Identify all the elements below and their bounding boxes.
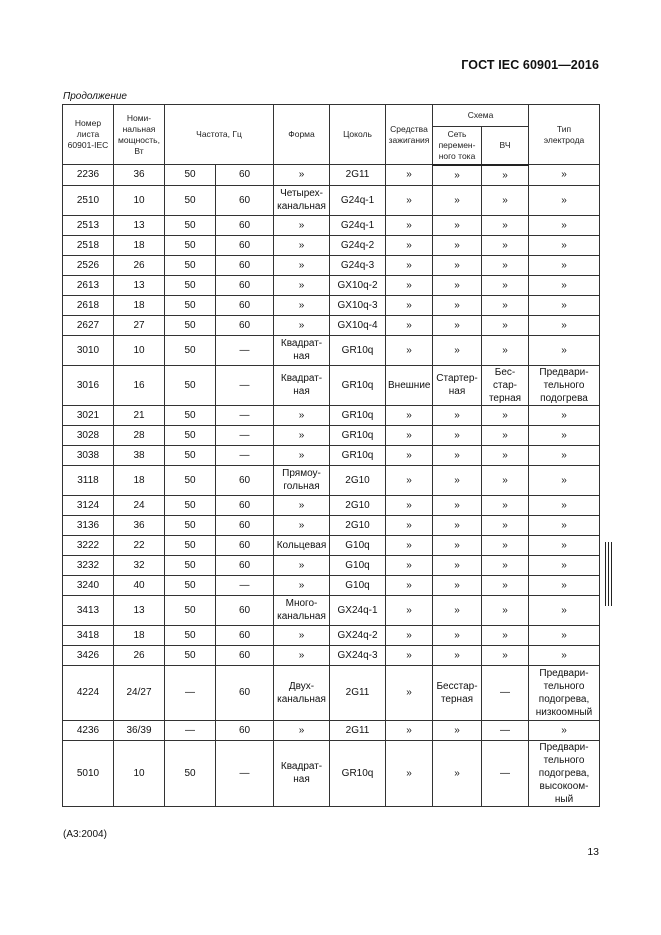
cell-ignition: »: [386, 315, 433, 335]
header-frequency: Частота, Гц: [165, 105, 274, 165]
cell-power: 13: [114, 215, 165, 235]
cell-ignition: »: [386, 445, 433, 465]
cell-sheet: 3222: [63, 535, 114, 555]
page-edge-mark: [605, 542, 612, 606]
cell-shape: Квадрат- ная: [274, 335, 330, 365]
cell-electrode: »: [529, 465, 600, 495]
cell-freq-60: 60: [216, 665, 274, 720]
cell-power: 28: [114, 425, 165, 445]
cell-scheme-mains: »: [433, 445, 482, 465]
cell-electrode: »: [529, 235, 600, 255]
lamp-data-table: [62, 104, 600, 807]
table-body: [63, 165, 600, 807]
cell-sheet: 3021: [63, 405, 114, 425]
cell-base: GR10q: [330, 740, 386, 806]
table-row: [63, 255, 600, 275]
cell-freq-50: 50: [165, 295, 216, 315]
cell-shape: »: [274, 720, 330, 740]
header-rated-power: Номи- нальная мощность, Вт: [114, 105, 165, 165]
cell-sheet: 2618: [63, 295, 114, 315]
cell-electrode: »: [529, 405, 600, 425]
cell-scheme-hf: »: [482, 235, 529, 255]
cell-shape: »: [274, 405, 330, 425]
cell-sheet: 3016: [63, 365, 114, 405]
cell-scheme-hf: »: [482, 515, 529, 535]
cell-base: G24q-3: [330, 255, 386, 275]
cell-ignition: »: [386, 185, 433, 215]
header-scheme-mains: Сеть перемен- ного тока: [433, 127, 482, 165]
cell-freq-50: 50: [165, 185, 216, 215]
cell-scheme-hf: »: [482, 295, 529, 315]
cell-shape: Кольцевая: [274, 535, 330, 555]
cell-scheme-mains: »: [433, 215, 482, 235]
cell-sheet: 2526: [63, 255, 114, 275]
cell-shape: »: [274, 575, 330, 595]
cell-freq-50: 50: [165, 255, 216, 275]
continuation-label: Продолжение: [63, 91, 127, 102]
cell-scheme-hf: »: [482, 575, 529, 595]
cell-scheme-hf: »: [482, 465, 529, 495]
table-row: [63, 215, 600, 235]
cell-freq-50: 50: [165, 495, 216, 515]
cell-electrode: Предвари- тельного подогрева, высокоом- ный: [529, 740, 600, 806]
document-title: ГОСТ IEC 60901—2016: [461, 58, 599, 72]
cell-electrode: »: [529, 425, 600, 445]
cell-sheet: 2236: [63, 165, 114, 186]
cell-base: GX10q-4: [330, 315, 386, 335]
cell-electrode: »: [529, 535, 600, 555]
cell-scheme-mains: »: [433, 295, 482, 315]
cell-electrode: »: [529, 595, 600, 625]
cell-power: 18: [114, 465, 165, 495]
cell-freq-50: 50: [165, 740, 216, 806]
cell-electrode: »: [529, 335, 600, 365]
cell-power: 26: [114, 645, 165, 665]
header-shape: Форма: [274, 105, 330, 165]
cell-freq-60: —: [216, 405, 274, 425]
cell-electrode: »: [529, 255, 600, 275]
cell-electrode: »: [529, 575, 600, 595]
table-row: [63, 575, 600, 595]
cell-shape: Много- канальная: [274, 595, 330, 625]
cell-sheet: 3136: [63, 515, 114, 535]
cell-scheme-mains: »: [433, 575, 482, 595]
cell-freq-60: —: [216, 445, 274, 465]
cell-ignition: »: [386, 235, 433, 255]
cell-base: GX24q-2: [330, 625, 386, 645]
cell-freq-60: 60: [216, 315, 274, 335]
cell-freq-60: —: [216, 425, 274, 445]
cell-freq-60: 60: [216, 165, 274, 186]
cell-power: 21: [114, 405, 165, 425]
cell-scheme-hf: »: [482, 425, 529, 445]
cell-scheme-mains: »: [433, 625, 482, 645]
cell-shape: »: [274, 295, 330, 315]
cell-power: 36/39: [114, 720, 165, 740]
cell-power: 27: [114, 315, 165, 335]
cell-ignition: »: [386, 165, 433, 186]
cell-scheme-hf: »: [482, 645, 529, 665]
cell-base: GR10q: [330, 335, 386, 365]
cell-sheet: 3426: [63, 645, 114, 665]
cell-scheme-mains: Бесстар- терная: [433, 665, 482, 720]
cell-freq-60: —: [216, 365, 274, 405]
cell-ignition: »: [386, 335, 433, 365]
cell-ignition: »: [386, 495, 433, 515]
table-row: [63, 515, 600, 535]
table-row: [63, 625, 600, 645]
cell-sheet: 2510: [63, 185, 114, 215]
cell-base: 2G11: [330, 665, 386, 720]
cell-shape: »: [274, 235, 330, 255]
cell-scheme-hf: »: [482, 215, 529, 235]
cell-ignition: »: [386, 465, 433, 495]
cell-shape: Двух- канальная: [274, 665, 330, 720]
cell-freq-60: 60: [216, 515, 274, 535]
cell-power: 24: [114, 495, 165, 515]
cell-ignition: »: [386, 625, 433, 645]
cell-electrode: »: [529, 315, 600, 335]
table-row: [63, 495, 600, 515]
cell-shape: Квадрат- ная: [274, 740, 330, 806]
table-row: [63, 315, 600, 335]
cell-freq-60: 60: [216, 465, 274, 495]
cell-scheme-mains: »: [433, 465, 482, 495]
cell-freq-50: 50: [165, 625, 216, 645]
header-sheet-number: Номер листа 60901-IEC: [63, 105, 114, 165]
cell-electrode: »: [529, 295, 600, 315]
cell-power: 10: [114, 185, 165, 215]
cell-freq-50: 50: [165, 595, 216, 625]
cell-ignition: »: [386, 295, 433, 315]
cell-base: GX10q-3: [330, 295, 386, 315]
table-row: [63, 535, 600, 555]
cell-shape: »: [274, 515, 330, 535]
cell-scheme-mains: »: [433, 740, 482, 806]
table-row: [63, 185, 600, 215]
cell-shape: »: [274, 645, 330, 665]
cell-power: 36: [114, 515, 165, 535]
cell-base: GR10q: [330, 365, 386, 405]
header-base: Цоколь: [330, 105, 386, 165]
cell-scheme-hf: »: [482, 535, 529, 555]
table-row: [63, 445, 600, 465]
cell-scheme-mains: »: [433, 235, 482, 255]
header-scheme-hf: ВЧ: [482, 127, 529, 165]
cell-scheme-mains: »: [433, 720, 482, 740]
cell-freq-60: 60: [216, 185, 274, 215]
cell-ignition: Внешние: [386, 365, 433, 405]
cell-freq-50: 50: [165, 405, 216, 425]
cell-ignition: »: [386, 645, 433, 665]
cell-scheme-mains: »: [433, 535, 482, 555]
cell-sheet: 4224: [63, 665, 114, 720]
cell-shape: »: [274, 625, 330, 645]
cell-freq-60: 60: [216, 255, 274, 275]
table-row: [63, 555, 600, 575]
cell-scheme-mains: »: [433, 315, 482, 335]
cell-sheet: 2613: [63, 275, 114, 295]
cell-shape: »: [274, 215, 330, 235]
cell-sheet: 3124: [63, 495, 114, 515]
cell-scheme-hf: »: [482, 335, 529, 365]
cell-sheet: 3028: [63, 425, 114, 445]
cell-ignition: »: [386, 405, 433, 425]
table-row: [63, 645, 600, 665]
cell-sheet: 3118: [63, 465, 114, 495]
cell-electrode: »: [529, 495, 600, 515]
cell-scheme-mains: »: [433, 275, 482, 295]
cell-freq-50: 50: [165, 465, 216, 495]
cell-scheme-hf: »: [482, 275, 529, 295]
cell-freq-50: 50: [165, 215, 216, 235]
cell-scheme-hf: »: [482, 405, 529, 425]
cell-power: 18: [114, 625, 165, 645]
cell-freq-60: 60: [216, 555, 274, 575]
cell-freq-50: 50: [165, 315, 216, 335]
cell-scheme-mains: »: [433, 165, 482, 186]
cell-scheme-mains: »: [433, 185, 482, 215]
cell-freq-50: —: [165, 665, 216, 720]
cell-shape: »: [274, 495, 330, 515]
cell-freq-60: 60: [216, 215, 274, 235]
cell-power: 26: [114, 255, 165, 275]
cell-electrode: »: [529, 515, 600, 535]
cell-base: 2G11: [330, 720, 386, 740]
cell-base: G24q-2: [330, 235, 386, 255]
cell-freq-50: 50: [165, 335, 216, 365]
cell-scheme-mains: Стартер- ная: [433, 365, 482, 405]
cell-freq-60: 60: [216, 275, 274, 295]
cell-electrode: »: [529, 445, 600, 465]
cell-scheme-mains: »: [433, 495, 482, 515]
table-row: [63, 720, 600, 740]
cell-sheet: 3240: [63, 575, 114, 595]
cell-ignition: »: [386, 665, 433, 720]
table-row: [63, 335, 600, 365]
table-row: [63, 665, 600, 720]
cell-shape: »: [274, 425, 330, 445]
cell-scheme-mains: »: [433, 335, 482, 365]
table-row: [63, 295, 600, 315]
cell-shape: »: [274, 555, 330, 575]
cell-base: 2G10: [330, 495, 386, 515]
cell-ignition: »: [386, 515, 433, 535]
cell-power: 13: [114, 595, 165, 625]
cell-base: GR10q: [330, 425, 386, 445]
cell-power: 24/27: [114, 665, 165, 720]
cell-scheme-hf: »: [482, 595, 529, 625]
cell-shape: Четырех- канальная: [274, 185, 330, 215]
table-row: [63, 235, 600, 255]
cell-freq-60: 60: [216, 720, 274, 740]
cell-power: 10: [114, 740, 165, 806]
cell-scheme-mains: »: [433, 255, 482, 275]
cell-scheme-mains: »: [433, 515, 482, 535]
cell-freq-60: 60: [216, 535, 274, 555]
cell-scheme-hf: »: [482, 625, 529, 645]
cell-freq-50: 50: [165, 425, 216, 445]
cell-base: GR10q: [330, 405, 386, 425]
cell-freq-60: 60: [216, 625, 274, 645]
cell-sheet: 2627: [63, 315, 114, 335]
cell-shape: »: [274, 165, 330, 186]
cell-electrode: »: [529, 555, 600, 575]
cell-freq-60: —: [216, 575, 274, 595]
cell-scheme-hf: —: [482, 720, 529, 740]
cell-ignition: »: [386, 595, 433, 625]
cell-shape: Прямоу- гольная: [274, 465, 330, 495]
cell-sheet: 3038: [63, 445, 114, 465]
cell-freq-50: 50: [165, 535, 216, 555]
table-row: [63, 275, 600, 295]
cell-ignition: »: [386, 720, 433, 740]
cell-base: G24q-1: [330, 185, 386, 215]
header-ignition: Средства зажигания: [386, 105, 433, 165]
page-number: 13: [587, 846, 599, 858]
cell-sheet: 5010: [63, 740, 114, 806]
cell-freq-60: 60: [216, 645, 274, 665]
cell-scheme-hf: »: [482, 165, 529, 186]
cell-sheet: 4236: [63, 720, 114, 740]
table-row: [63, 165, 600, 186]
cell-power: 10: [114, 335, 165, 365]
cell-base: GX10q-2: [330, 275, 386, 295]
cell-base: 2G11: [330, 165, 386, 186]
table-row: [63, 405, 600, 425]
cell-power: 18: [114, 235, 165, 255]
cell-power: 18: [114, 295, 165, 315]
table-row: [63, 365, 600, 405]
cell-base: 2G10: [330, 465, 386, 495]
cell-freq-50: 50: [165, 275, 216, 295]
cell-freq-60: 60: [216, 235, 274, 255]
cell-freq-60: 60: [216, 295, 274, 315]
footnote: (А3:2004): [63, 829, 107, 840]
cell-freq-50: 50: [165, 555, 216, 575]
table-row: [63, 595, 600, 625]
cell-power: 13: [114, 275, 165, 295]
cell-scheme-hf: Бес- стар- терная: [482, 365, 529, 405]
cell-ignition: »: [386, 275, 433, 295]
cell-scheme-mains: »: [433, 595, 482, 625]
table-row: [63, 425, 600, 445]
cell-base: G10q: [330, 535, 386, 555]
cell-shape: »: [274, 445, 330, 465]
cell-freq-50: 50: [165, 645, 216, 665]
cell-base: G10q: [330, 575, 386, 595]
cell-ignition: »: [386, 255, 433, 275]
cell-sheet: 2518: [63, 235, 114, 255]
cell-scheme-mains: »: [433, 555, 482, 575]
cell-freq-50: 50: [165, 515, 216, 535]
cell-sheet: 3413: [63, 595, 114, 625]
cell-freq-60: —: [216, 335, 274, 365]
cell-electrode: »: [529, 185, 600, 215]
cell-shape: »: [274, 275, 330, 295]
cell-scheme-hf: »: [482, 255, 529, 275]
header-electrode-type: Тип электрода: [529, 105, 600, 165]
cell-freq-50: 50: [165, 445, 216, 465]
cell-electrode: »: [529, 275, 600, 295]
cell-ignition: »: [386, 535, 433, 555]
cell-shape: »: [274, 315, 330, 335]
cell-electrode: »: [529, 165, 600, 186]
cell-freq-60: —: [216, 740, 274, 806]
cell-scheme-hf: »: [482, 555, 529, 575]
cell-electrode: »: [529, 625, 600, 645]
cell-sheet: 2513: [63, 215, 114, 235]
table-row: [63, 465, 600, 495]
cell-scheme-mains: »: [433, 405, 482, 425]
cell-freq-50: —: [165, 720, 216, 740]
cell-scheme-hf: —: [482, 740, 529, 806]
cell-scheme-hf: —: [482, 665, 529, 720]
cell-electrode: Предвари- тельного подогрева, низкоомный: [529, 665, 600, 720]
cell-electrode: »: [529, 645, 600, 665]
cell-freq-60: 60: [216, 495, 274, 515]
cell-freq-50: 50: [165, 235, 216, 255]
cell-power: 36: [114, 165, 165, 186]
cell-scheme-mains: »: [433, 425, 482, 445]
cell-base: GR10q: [330, 445, 386, 465]
cell-scheme-hf: »: [482, 495, 529, 515]
cell-freq-60: 60: [216, 595, 274, 625]
cell-ignition: »: [386, 740, 433, 806]
cell-freq-50: 50: [165, 575, 216, 595]
cell-electrode: »: [529, 215, 600, 235]
cell-sheet: 3010: [63, 335, 114, 365]
cell-freq-50: 50: [165, 365, 216, 405]
cell-base: G24q-1: [330, 215, 386, 235]
cell-ignition: »: [386, 575, 433, 595]
cell-power: 40: [114, 575, 165, 595]
cell-base: GX24q-1: [330, 595, 386, 625]
cell-ignition: »: [386, 215, 433, 235]
cell-electrode: »: [529, 720, 600, 740]
cell-shape: »: [274, 255, 330, 275]
cell-sheet: 3232: [63, 555, 114, 575]
cell-ignition: »: [386, 425, 433, 445]
cell-power: 32: [114, 555, 165, 575]
cell-freq-50: 50: [165, 165, 216, 186]
cell-base: 2G10: [330, 515, 386, 535]
cell-power: 22: [114, 535, 165, 555]
cell-ignition: »: [386, 555, 433, 575]
cell-sheet: 3418: [63, 625, 114, 645]
cell-scheme-hf: »: [482, 445, 529, 465]
cell-base: GX24q-3: [330, 645, 386, 665]
cell-scheme-hf: »: [482, 315, 529, 335]
table-row: [63, 740, 600, 806]
header-scheme: Схема: [433, 105, 529, 127]
cell-base: G10q: [330, 555, 386, 575]
cell-power: 38: [114, 445, 165, 465]
cell-shape: Квадрат- ная: [274, 365, 330, 405]
cell-electrode: Предвари- тельного подогрева: [529, 365, 600, 405]
cell-scheme-hf: »: [482, 185, 529, 215]
cell-scheme-mains: »: [433, 645, 482, 665]
cell-power: 16: [114, 365, 165, 405]
